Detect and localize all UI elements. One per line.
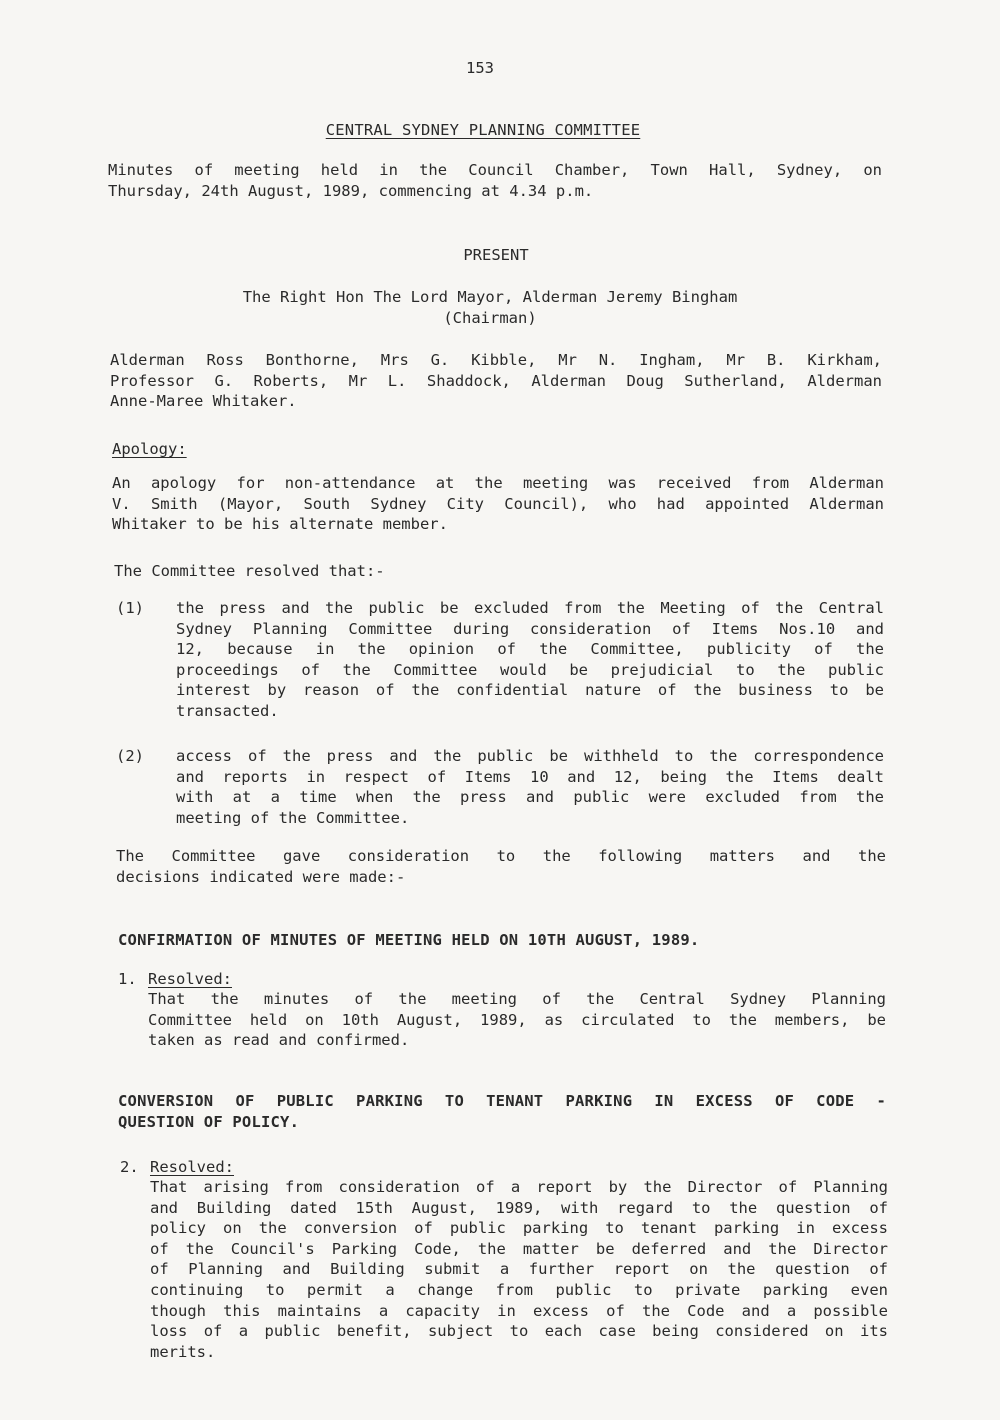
item-line: merits. [150, 1342, 216, 1361]
resolved-label: Resolved: [150, 1158, 234, 1176]
item-heading: CONFIRMATION OF MINUTES OF MEETING HELD ON 10TH AUGUST, 1989. [118, 931, 700, 949]
item-line: and Building dated 15th August, 1989, with regard to the question of [150, 1198, 888, 1217]
item-line: though this maintains a capacity in excess of the Code and a possible [150, 1301, 888, 1320]
meeting-intro [108, 160, 882, 201]
resolved-label: Resolved: [148, 970, 232, 988]
item-line: of Planning and Building submit a further report on the question of [150, 1260, 888, 1279]
resolution-number: (2) [116, 747, 144, 765]
resolution-line: with at a time when the press and public were excluded from the [176, 788, 884, 807]
item-resolution-text [150, 1177, 888, 1362]
resolution-line: and reports in respect of Items 10 and 12, being the Items dealt [176, 767, 884, 786]
item-line: of the Council's Parking Code, the matter be deferred and the Director [150, 1239, 888, 1258]
resolved-intro: The Committee resolved that:- [114, 562, 385, 580]
item-line: That the minutes of the meeting of the Central Sydney Planning [148, 990, 886, 1008]
item-line: policy on the conversion of public parking to tenant parking in excess [150, 1219, 888, 1238]
item-heading-line: QUESTION OF POLICY. [118, 1112, 300, 1131]
chairman-block [160, 287, 820, 328]
item-number: 2. [120, 1158, 139, 1176]
apology-text [112, 473, 884, 535]
item-line: loss of a public benefit, subject to each case being considered on its [150, 1322, 888, 1341]
resolution-text [176, 598, 884, 722]
item-line: Committee held on 10th August, 1989, as circulated to the members, be [148, 1010, 886, 1029]
page-number: 153 [466, 59, 494, 77]
resolution-line: 12, because in the opinion of the Committee, publicity of the [176, 640, 884, 659]
consideration-line: The Committee gave consideration to the following matters and the [116, 847, 886, 865]
item-heading-line: CONVERSION OF PUBLIC PARKING TO TENANT PARKING IN EXCESS OF CODE - [118, 1092, 886, 1110]
members-line: Anne-Maree Whitaker. [110, 392, 297, 411]
consideration-line: decisions indicated were made:- [116, 867, 406, 886]
item-number: 1. [118, 970, 137, 988]
resolution-number: (1) [116, 599, 144, 617]
item-line: That arising from consideration of a report by the Director of Planning [150, 1178, 888, 1196]
resolution-text [176, 746, 884, 828]
members-list [110, 350, 882, 412]
intro-line: Thursday, 24th August, 1989, commencing at 4.34 p.m. [108, 181, 594, 200]
resolution-line: meeting of the Committee. [176, 808, 410, 827]
apology-line: V. Smith (Mayor, South Sydney City Council), who had appointed Alderman [112, 494, 884, 513]
apology-line: Whitaker to be his alternate member. [112, 515, 448, 534]
members-line: Professor G. Roberts, Mr L. Shaddock, Alderman Doug Sutherland, Alderman [110, 371, 882, 390]
resolution-line: transacted. [176, 701, 279, 720]
resolution-line: interest by reason of the confidential nature of the business to be [176, 681, 884, 700]
members-line: Alderman Ross Bonthorne, Mrs G. Kibble, Mr N. Ingham, Mr B. Kirkham, [110, 351, 882, 369]
resolution-line: the press and the public be excluded from the Meeting of the Central [176, 599, 884, 617]
item-heading [118, 1091, 886, 1132]
item-line: taken as read and confirmed. [148, 1031, 410, 1050]
chairman-role: (Chairman) [443, 308, 537, 327]
present-heading: PRESENT [463, 246, 529, 264]
item-line: continuing to permit a change from public to private parking even [150, 1280, 888, 1299]
resolution-line: access of the press and the public be withheld to the correspondence [176, 747, 884, 765]
committee-title: CENTRAL SYDNEY PLANNING COMMITTEE [325, 121, 641, 139]
chairman-name: The Right Hon The Lord Mayor, Alderman Jeremy Bingham [242, 288, 738, 306]
resolution-line: proceedings of the Committee would be prejudicial to the public [176, 660, 884, 679]
item-resolution-text [148, 989, 886, 1051]
apology-heading: Apology: [112, 440, 187, 458]
intro-line: Minutes of meeting held in the Council Chamber, Town Hall, Sydney, on [108, 161, 882, 179]
consideration-text [116, 846, 886, 887]
resolution-line: Sydney Planning Committee during consideration of Items Nos.10 and [176, 619, 884, 638]
apology-line: An apology for non-attendance at the meeting was received from Alderman [112, 474, 884, 492]
